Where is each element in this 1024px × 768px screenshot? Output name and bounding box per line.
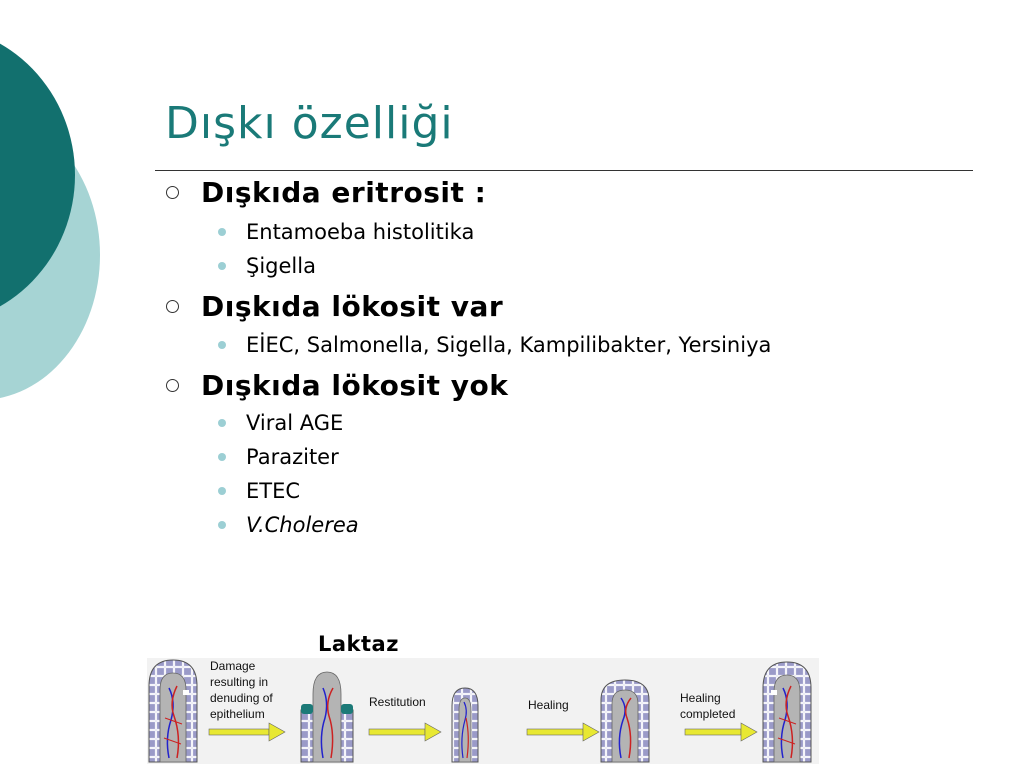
arrow-right-icon: [527, 723, 599, 741]
dot-bullet-icon: [218, 487, 226, 495]
villus-healing-diagram: [147, 658, 819, 764]
caption-damage: [210, 658, 273, 722]
section-heading-leukocyte-absent: [166, 369, 508, 402]
villus-healing-icon: [601, 680, 649, 762]
list-item: [218, 479, 300, 503]
dot-bullet-icon: [218, 453, 226, 461]
list-item: [218, 513, 359, 537]
list-item-text: V.Cholerea: [246, 513, 359, 537]
villus-restitution-icon: [452, 688, 478, 762]
section-heading-text: Dışkıda eritrosit :: [201, 176, 487, 209]
villus-intact-icon: [149, 660, 197, 762]
caption-line: epithelium: [210, 707, 265, 721]
villus-damaged-icon: [301, 672, 353, 762]
section-heading-erythrocyte: [166, 176, 486, 209]
list-item: [218, 220, 474, 244]
list-item-text: Şigella: [246, 254, 316, 278]
title-divider: [155, 170, 973, 171]
arrow-right-icon: [369, 723, 441, 741]
section-heading-text: Dışkıda lökosit var: [201, 290, 504, 323]
caption-line: Healing: [680, 691, 721, 705]
caption-line: denuding of: [210, 691, 273, 705]
list-item-text: Viral AGE: [246, 411, 344, 435]
slide-title: Dışkı özelliği: [165, 98, 454, 149]
dot-bullet-icon: [218, 262, 226, 270]
list-item-text: EİEC, Salmonella, Sigella, Kampilibakter, Yersiniya: [246, 333, 772, 357]
section-heading-text: Dışkıda lökosit yok: [201, 369, 509, 402]
arrow-right-icon: [685, 723, 757, 741]
caption-line: Restitution: [369, 695, 426, 709]
list-item: [218, 333, 771, 357]
caption-restitution: [369, 694, 426, 710]
arrow-right-icon: [209, 723, 285, 741]
list-item-text: ETEC: [246, 479, 301, 503]
list-item: [218, 254, 316, 278]
caption-healing-completed: [680, 690, 735, 722]
caption-line: completed: [680, 707, 736, 721]
section-heading-leukocyte-present: [166, 290, 503, 323]
caption-healing: [528, 697, 569, 713]
figure-label: Laktaz: [318, 632, 399, 656]
dot-bullet-icon: [218, 341, 226, 349]
caption-line: Healing: [528, 698, 569, 712]
dot-bullet-icon: [218, 419, 226, 427]
list-item: [218, 445, 339, 469]
list-item-text: Paraziter: [246, 445, 339, 469]
villus-healed-icon: [763, 662, 811, 762]
hollow-circle-bullet-icon: [166, 186, 179, 199]
caption-line: Damage: [210, 659, 256, 673]
dot-bullet-icon: [218, 228, 226, 236]
list-item-text: Entamoeba histolitika: [246, 220, 475, 244]
hollow-circle-bullet-icon: [166, 379, 179, 392]
dot-bullet-icon: [218, 521, 226, 529]
list-item: [218, 411, 343, 435]
caption-line: resulting in: [210, 675, 269, 689]
hollow-circle-bullet-icon: [166, 300, 179, 313]
